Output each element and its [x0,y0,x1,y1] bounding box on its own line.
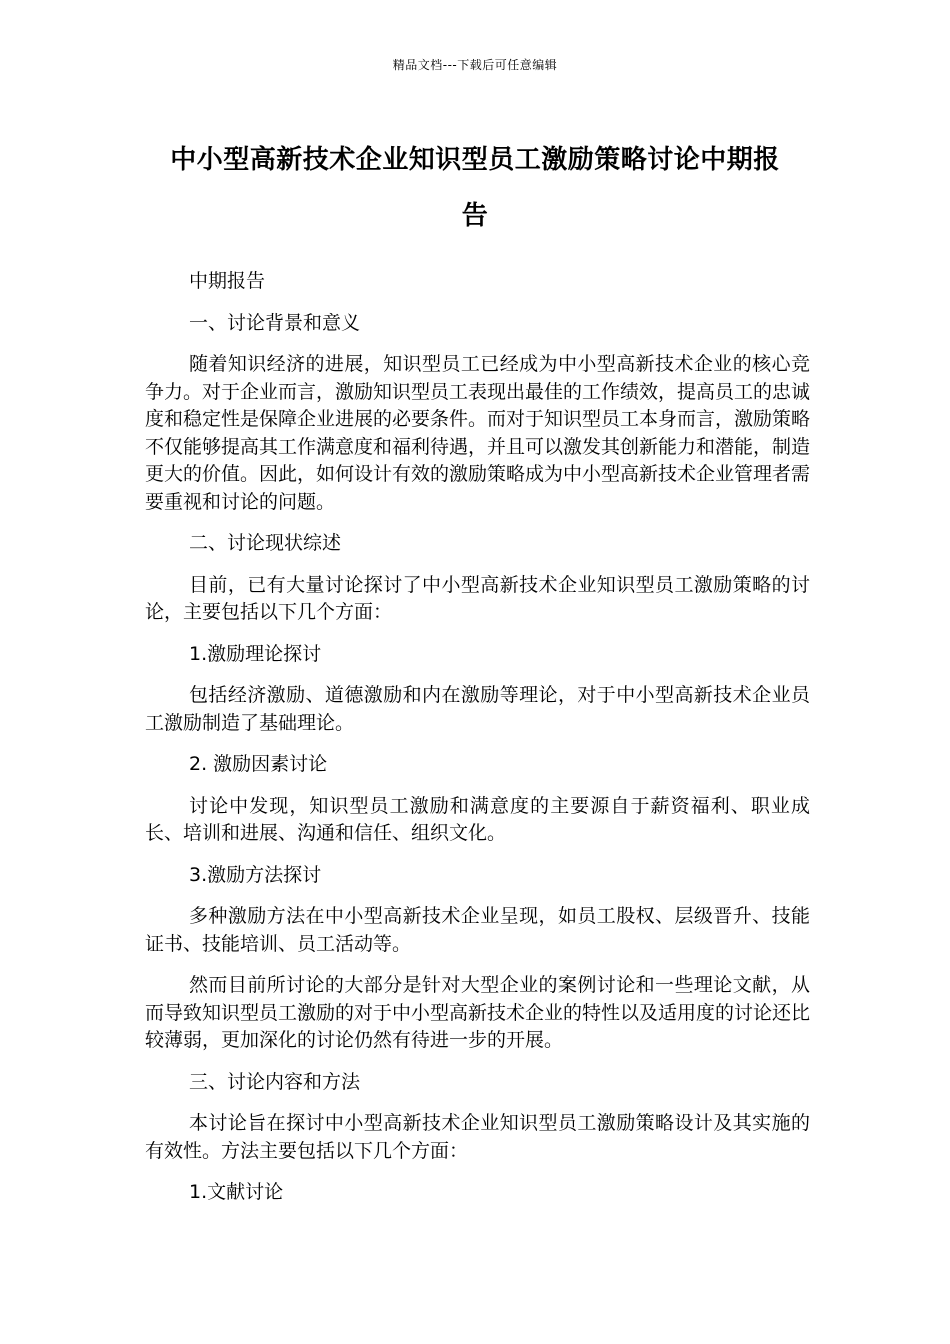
page-header: 精品文档---下载后可任意编辑 [392,58,558,72]
section-heading-content-methods: 三、讨论内容和方法 [189,1070,361,1093]
document-body [145,268,810,1221]
paragraph-background: 随着知识经济的进展，知识型员工已经成为中小型高新技术企业的核心竞争力。对于企业而言，激励知识型员工表现出最佳的工作绩效，提高员工的忠诚度和稳定性是保障企业进展的必要条件。而对于知识型员工本身而言，激励策略不仅能够提高其工作满意度和福利待遇，并且可以激发其创新能力和潜能，制造更大的价值。因此，如何设计有效的激励策略成为中小型高新技术企业管理者需要重视和讨论的问题。 [145,353,811,513]
paragraph-incentive-theory: 包括经济激励、道德激励和内在激励等理论，对于中小型高新技术企业员工激励制造了基础理论。 [145,684,810,734]
document-title-line-1: 中小型高新技术企业知识型员工激励策略讨论中期报 [170,145,780,175]
subheading-incentive-factors: 2. 激励因素讨论 [189,753,328,775]
document-title [135,132,815,244]
section-heading-background: 一、讨论背景和意义 [189,311,361,334]
document-title-line-2: 告 [461,201,489,231]
paragraph-incentive-factors: 讨论中发现，知识型员工激励和满意度的主要源自于薪资福利、职业成长、培训和进展、沟通和信任、组织文化。 [145,794,810,844]
paragraph-research-gap: 然而目前所讨论的大部分是针对大型企业的案例讨论和一些理论文献，从而导致知识型员工激励的对于中小型高新技术企业的特性以及适用度的讨论还比较薄弱，更加深化的讨论仍然有待进一步的开展。 [145,974,811,1051]
paragraph-content-methods: 本讨论旨在探讨中小型高新技术企业知识型员工激励策略设计及其实施的有效性。方法主要包括以下几个方面： [145,1112,810,1162]
paragraph-incentive-methods: 多种激励方法在中小型高新技术企业呈现，如员工股权、层级晋升、技能证书、技能培训、员工活动等。 [145,905,810,955]
section-heading-midterm-report: 中期报告 [189,270,266,292]
subheading-literature-review: 1.文献讨论 [189,1181,284,1203]
paragraph-status-intro: 目前，已有大量讨论探讨了中小型高新技术企业知识型员工激励策略的讨论，主要包括以下几个方面： [145,573,810,623]
subheading-incentive-theory: 1.激励理论探讨 [189,642,322,665]
subheading-incentive-methods: 3.激励方法探讨 [189,863,322,886]
section-heading-status-review: 二、讨论现状综述 [189,532,342,554]
